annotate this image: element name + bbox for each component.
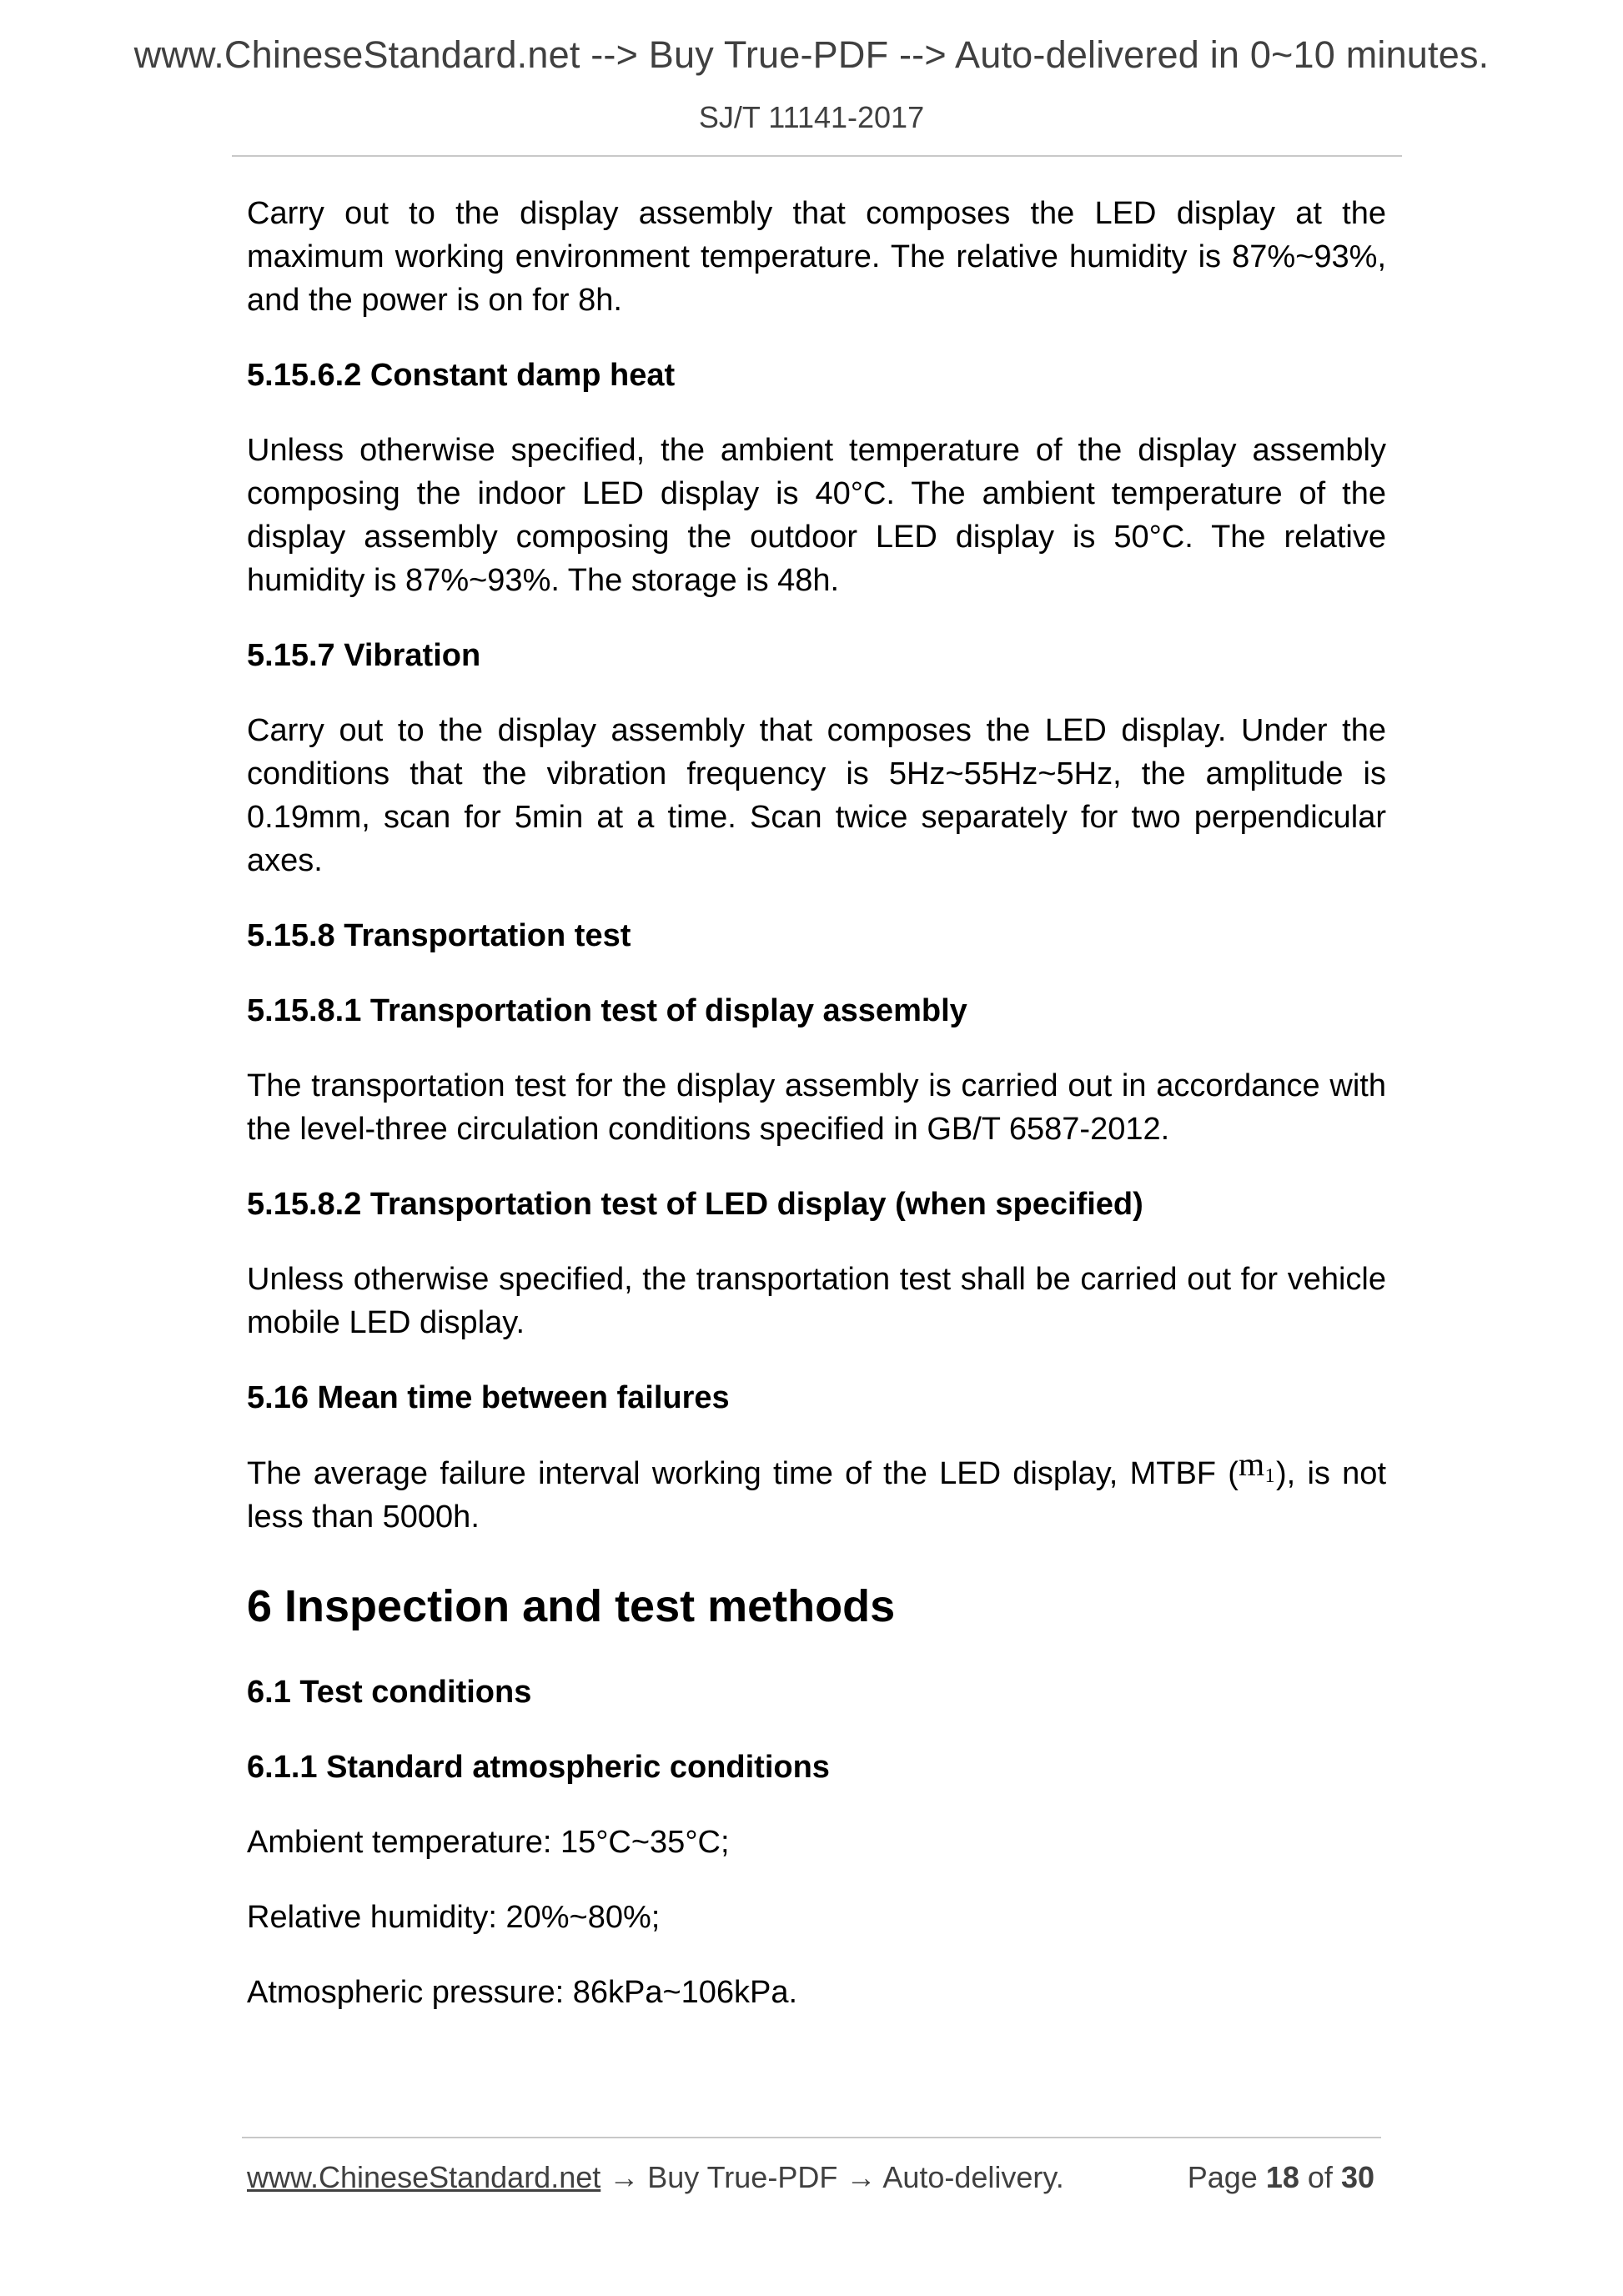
paragraph-mtbf <box>247 1445 1386 1539</box>
header-divider <box>232 155 1402 157</box>
footer-divider <box>242 2137 1381 2138</box>
paragraph-ambient-temperature: Ambient temperature: 15°C~35°C; <box>247 1825 730 1860</box>
total-pages: 30 <box>1340 2160 1374 2194</box>
header-banner: www.ChineseStandard.net --> Buy True-PDF --> Auto-delivered in 0~10 minutes. <box>133 33 1490 76</box>
mtbf-text-after: ), is not less than 5000h. <box>247 1456 1386 1535</box>
paragraph-relative-humidity: Relative humidity: 20%~80%; <box>247 1900 661 1935</box>
heading-5-15-7: 5.15.7 Vibration <box>247 638 481 673</box>
heading-5-16: 5.16 Mean time between failures <box>247 1380 730 1415</box>
paragraph-transport-display: Unless otherwise specified, the transportation test shall be carried out for vehicle mobile LED display. <box>247 1262 1386 1340</box>
page-label: Page <box>1187 2160 1258 2194</box>
paragraph-transport-assembly: The transportation test for the display assembly is carried out in accordance with the level-three circulation conditions specified in GB/T 6587-2012. <box>247 1068 1386 1147</box>
paragraph-vibration: Carry out to the display assembly that composes the LED display. Under the conditions that the vibration frequency is 5Hz~55Hz~5Hz, the amplitude is 0.19mm, scan for 5min at a time. Scan twice separately for two perpendicular axes. <box>247 713 1386 878</box>
heading-5-15-8-2: 5.15.8.2 Transportation test of LED display (when specified) <box>247 1187 1143 1222</box>
heading-5-15-8: 5.15.8 Transportation test <box>247 918 631 953</box>
page-content <box>247 192 1386 2046</box>
section-6-title: 6 Inspection and test methods <box>247 1581 896 1631</box>
heading-5-15-8-1: 5.15.8.1 Transportation test of display assembly <box>247 993 967 1028</box>
footer-page-info <box>1188 2160 1374 2195</box>
footer-left <box>247 2160 1064 2195</box>
paragraph-constant-damp-heat: Unless otherwise specified, the ambient temperature of the display assembly composing the indoor LED display is 40°C. The ambient temperature of the display assembly composing the outdoor LED display is 50°C. The relative humidity is 87%~93%. The storage is 48h. <box>247 433 1386 598</box>
heading-6-1: 6.1 Test conditions <box>247 1675 532 1710</box>
footer-site-link[interactable]: www.ChineseStandard.net <box>247 2160 601 2194</box>
standard-code: SJ/T 11141-2017 <box>698 100 925 134</box>
footer-tagline: → Buy True-PDF → Auto-delivery. <box>600 2160 1064 2194</box>
of-label: of <box>1307 2160 1333 2194</box>
mtbf-text-before: The average failure interval working time of the LED display, MTBF ( <box>247 1456 1239 1491</box>
heading-6-1-1: 6.1.1 Standard atmospheric conditions <box>247 1750 830 1785</box>
page-number: 18 <box>1265 2160 1299 2194</box>
paragraph-atmospheric-pressure: Atmospheric pressure: 86kPa~106kPa. <box>247 1975 798 2010</box>
mtbf-symbol: m₁ <box>1238 1445 1276 1483</box>
heading-5-15-6-2: 5.15.6.2 Constant damp heat <box>247 358 676 393</box>
paragraph-damp-heat-cycle: Carry out to the display assembly that composes the LED display at the maximum working environment temperature. The relative humidity is 87%~93%, and the power is on for 8h. <box>247 196 1386 318</box>
